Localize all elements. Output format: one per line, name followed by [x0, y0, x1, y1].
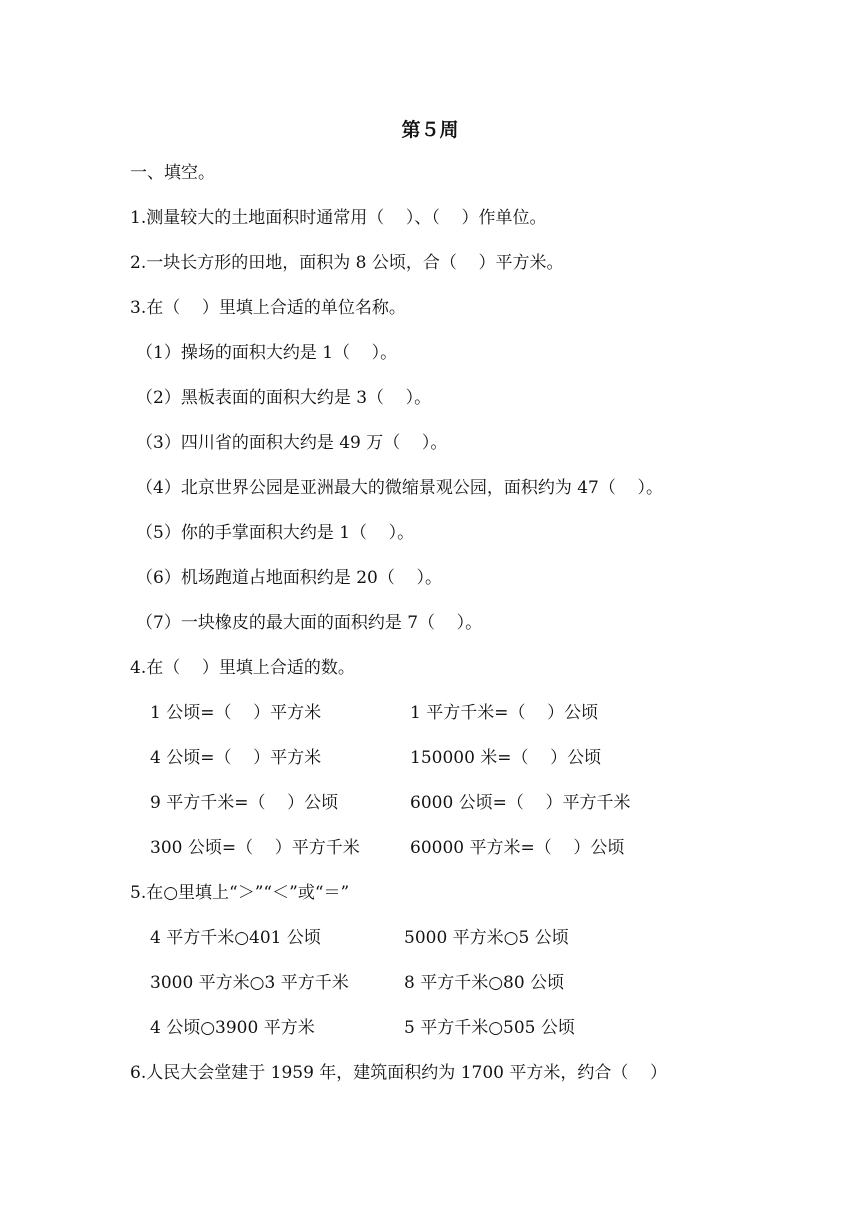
conversion-right: 6000 公顷=（ ）平方千米: [410, 793, 631, 813]
comparison-left: 4 平方千米○401 公顷: [150, 928, 321, 948]
conversion-left: 300 公顷=（ ）平方千米: [150, 838, 360, 858]
question-3-item: （3）四川省的面积大约是 49 万（ ）。: [136, 433, 448, 453]
question-3-item: （6）机场跑道占地面积约是 20（ ）。: [136, 568, 442, 588]
question-4: 4.在（ ）里填上合适的数。: [130, 658, 355, 678]
question-3-item: （4）北京世界公园是亚洲最大的微缩景观公园，面积约为 47（ ）。: [136, 478, 663, 498]
question-3: 3.在（ ）里填上合适的单位名称。: [130, 298, 406, 318]
comparison-right: 5 平方千米○505 公顷: [404, 1018, 575, 1038]
comparison-left: 4 公顷○3900 平方米: [150, 1018, 315, 1038]
section-heading: 一、填空。: [130, 163, 215, 183]
question-6: 6.人民大会堂建于 1959 年，建筑面积约为 1700 平方米，约合（ ）: [130, 1063, 667, 1083]
question-5: 5.在○里填上“＞”“＜”或“＝”: [130, 883, 350, 903]
conversion-right: 60000 平方米=（ ）公顷: [410, 838, 625, 858]
question-3-item: （7）一块橡皮的最大面的面积约是 7（ ）。: [136, 613, 483, 633]
comparison-right: 8 平方千米○80 公顷: [404, 973, 565, 993]
comparison-left: 3000 平方米○3 平方千米: [150, 973, 349, 993]
question-1: 1.测量较大的土地面积时通常用（ ）、（ ）作单位。: [130, 208, 547, 228]
question-3-item: （2）黑板表面的面积大约是 3（ ）。: [136, 388, 432, 408]
question-3-item: （5）你的手掌面积大约是 1（ ）。: [136, 523, 415, 543]
comparison-right: 5000 平方米○5 公顷: [404, 928, 569, 948]
conversion-right: 1 平方千米=（ ）公顷: [410, 703, 599, 723]
conversion-right: 150000 米=（ ）公顷: [410, 748, 602, 768]
page-title: 第５周: [401, 119, 459, 141]
question-2: 2.一块长方形的田地，面积为 8 公顷，合（ ）平方米。: [130, 253, 564, 273]
conversion-left: 4 公顷=（ ）平方米: [150, 748, 322, 768]
conversion-left: 1 公顷=（ ）平方米: [150, 703, 322, 723]
conversion-left: 9 平方千米=（ ）公顷: [150, 793, 339, 813]
question-3-item: （1）操场的面积大约是 1（ ）。: [136, 343, 398, 363]
